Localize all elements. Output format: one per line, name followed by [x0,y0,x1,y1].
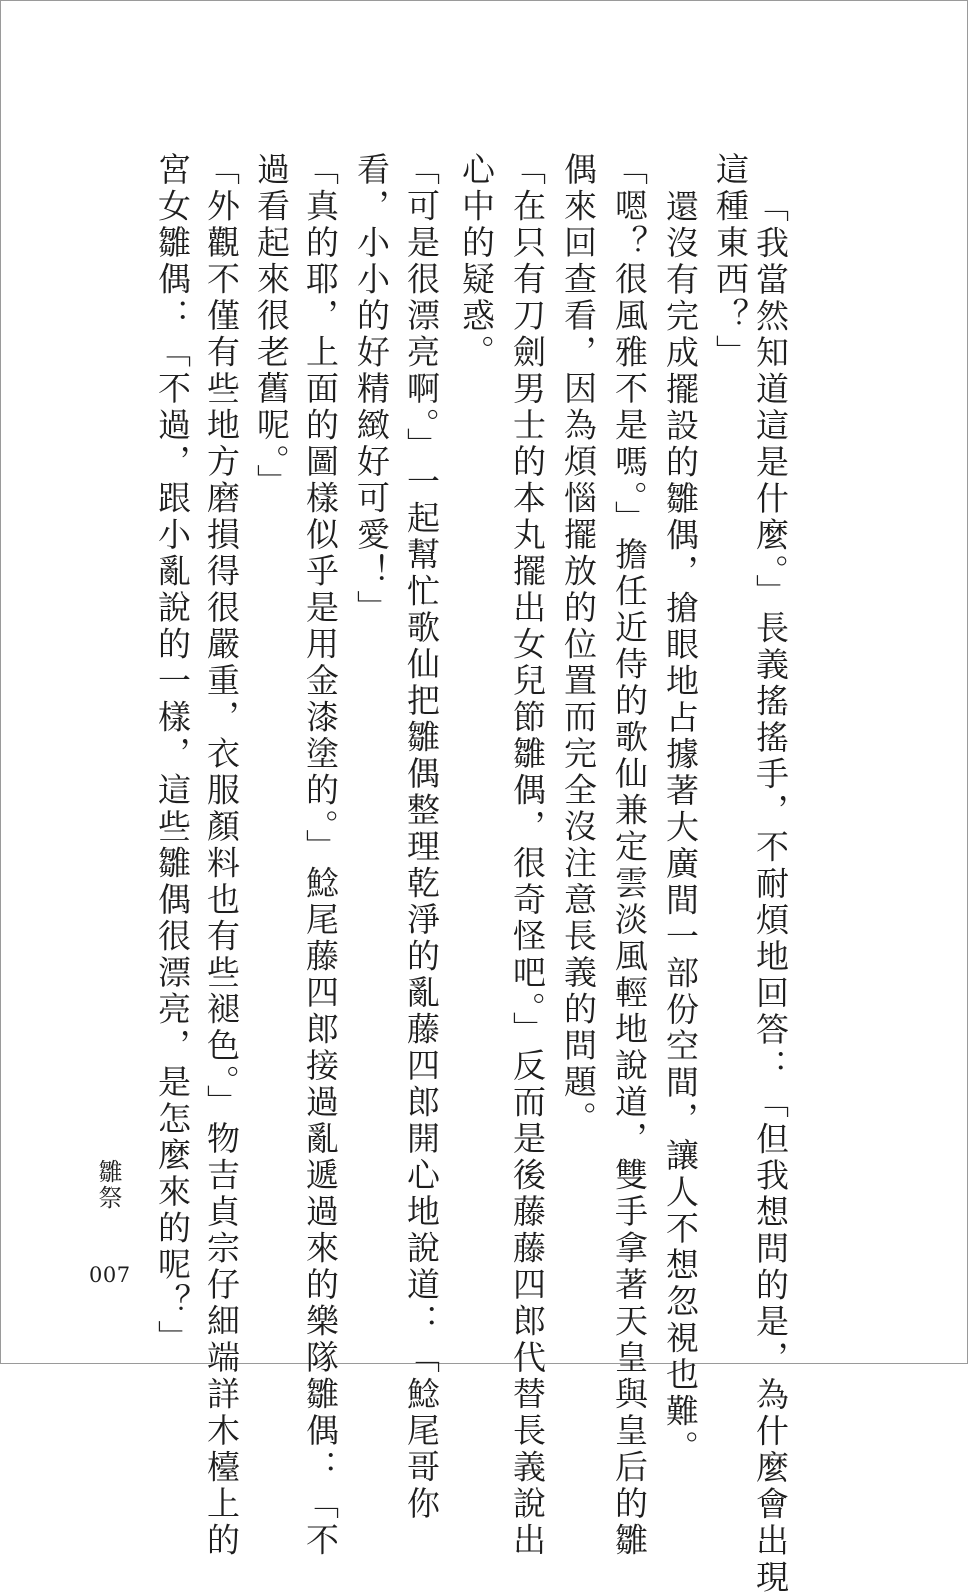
text-column-3: 還沒有完成擺設的雛偶，搶眼地占據著大廣間一部份空間，讓人不想忽視也難。 [661,189,700,1467]
text-column-10: 「真的耶，上面的圖樣似乎是用金漆塗的。」鯰尾藤四郎接過亂遞過來的樂隊雛偶：「不 [301,152,340,1559]
text-column-7: 心中的疑惑。 [457,152,496,371]
text-column-4: 「嗯？很風雅不是嗎。」擔任近侍的歌仙兼定雲淡風輕地說道，雙手拿著天皇與皇后的雛 [610,152,649,1559]
text-column-5: 偶來回查看，因為煩惱擺放的位置而完全沒注意長義的問題。 [559,152,598,1138]
text-column-9: 看，小小的好精緻好可愛！」 [352,152,391,627]
running-title: 雛祭 [94,1159,122,1211]
text-column-13: 宮女雛偶：「不過，跟小亂說的一樣，這些雛偶很漂亮，是怎麼來的呢？」 [153,152,192,1357]
text-column-12: 「外觀不僅有些地方磨損得很嚴重，衣服顏料也有些褪色。」物吉貞宗仔細端詳木檯上的 [202,152,241,1559]
text-column-2: 這種東西？」 [711,152,750,371]
text-column-1: 「我當然知道這是什麼。」長義搖搖手，不耐煩地回答：「但我想問的是，為什麼會出現 [751,189,790,1596]
text-column-6: 「在只有刀劍男士的本丸擺出女兒節雛偶，很奇怪吧。」反而是後藤藤四郎代替長義說出 [508,152,547,1559]
text-column-8: 「可是很漂亮啊。」一起幫忙歌仙把雛偶整理乾淨的亂藤四郎開心地說道：「鯰尾哥你 [402,152,441,1523]
page-number: 007 [89,1263,131,1287]
text-column-11: 過看起來很老舊呢。」 [252,152,291,501]
